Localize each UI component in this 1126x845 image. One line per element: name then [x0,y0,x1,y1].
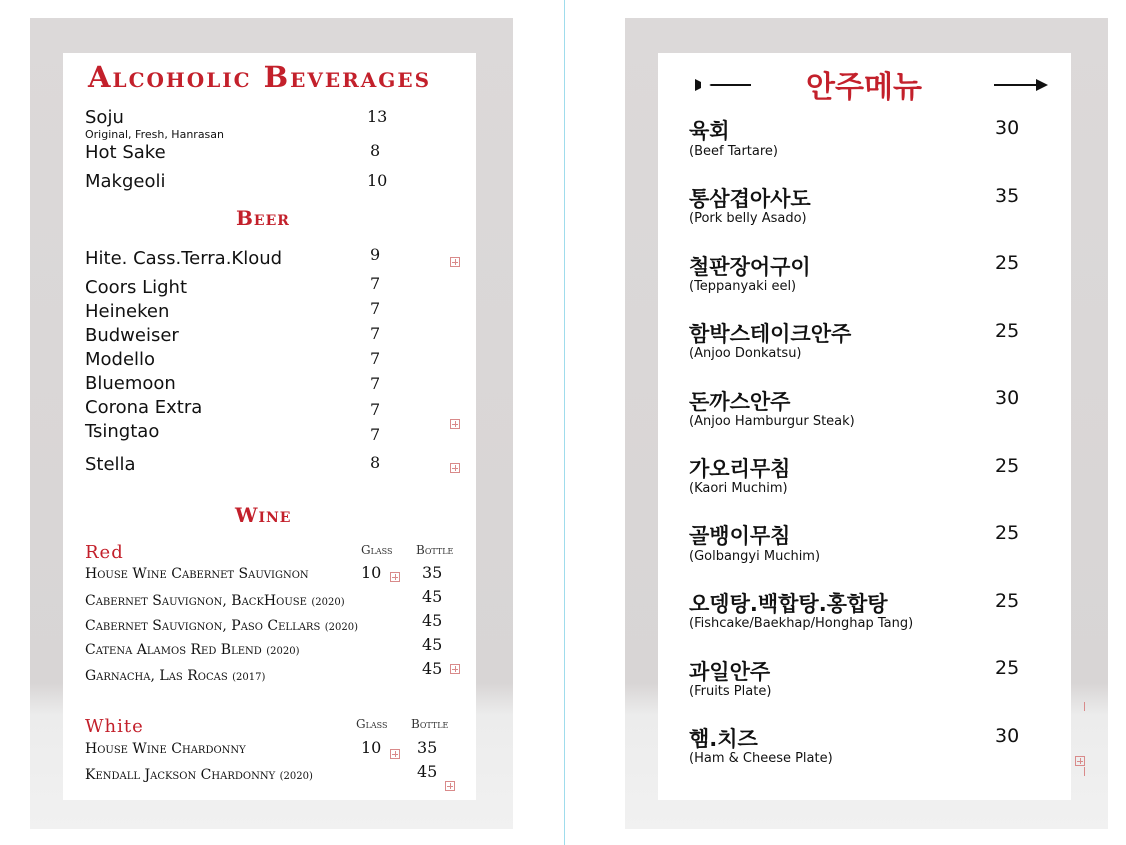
menu-item-english: (Fruits Plate) [689,684,772,699]
wine-bottle-price: 45 [417,762,438,781]
menu-item-english: (Kaori Muchim) [689,481,788,496]
menu-item-english: (Beef Tartare) [689,144,778,159]
anju-menu-card [658,53,1071,800]
wine-item-name: House Wine Cabernet Sauvignon [85,566,309,582]
expand-icon[interactable] [1075,756,1085,766]
beer-item-price: 8 [370,453,381,472]
wine-bottle-price: 45 [422,587,443,606]
beer-item-name: Modello [85,349,156,370]
red-wine-label: Red [85,542,124,563]
beer-item-name: Bluemoon [85,373,176,394]
beer-item-price: 7 [370,299,381,318]
wine-item-name: Catena Alamos Red Blend (2020) [85,642,300,658]
wine-item-name: Kendall Jackson Chardonny (2020) [85,767,313,783]
menu-item-name: 돈까스안주 [689,390,791,414]
makgeoli-name: Makgeoli [85,171,166,192]
menu-item-english: (Anjoo Donkatsu) [689,346,802,361]
wine-heading: Wine [235,503,292,527]
beer-item-name: Budweiser [85,325,179,346]
menu-item-name: 가오리무침 [689,457,791,481]
menu-item-price: 35 [995,185,1020,207]
edge-mark [1084,767,1085,776]
menu-item-price: 25 [995,320,1020,342]
beer-item-name: Hite. Cass.Terra.Kloud [85,248,283,269]
expand-icon[interactable] [450,664,460,674]
wine-bottle-price: 35 [417,738,438,757]
wine-glass-price: 10 [361,563,382,582]
menu-item-price: 30 [995,387,1020,409]
wine-bottle-price: 35 [422,563,443,582]
menu-item-price: 25 [995,522,1020,544]
beer-item-price: 7 [370,274,381,293]
wine-item-name: Cabernet Sauvignon, Paso Cellars (2020) [85,618,359,634]
white-wine-label: White [85,716,144,737]
expand-icon[interactable] [390,572,400,582]
beer-item-name: Corona Extra [85,397,203,418]
expand-icon[interactable] [390,749,400,759]
wine-item-name: Cabernet Sauvignon, BackHouse (2020) [85,593,345,609]
menu-item-name: 함박스테이크안주 [689,322,852,346]
wine-item-name: Garnacha, Las Rocas (2017) [85,668,266,684]
glass-column-header: Glass [361,543,393,557]
beer-heading: Beer [236,206,290,230]
menu-item-english: (Golbangyi Muchim) [689,549,821,564]
beer-item-name: Coors Light [85,277,188,298]
menu-item-name: 오뎅탕.백합탕.홍합탕 [689,592,888,616]
beer-item-price: 7 [370,349,381,368]
menu-item-english: (Pork belly Asado) [689,211,807,226]
beer-item-price: 7 [370,400,381,419]
menu-item-price: 25 [995,590,1020,612]
expand-icon[interactable] [450,419,460,429]
hot-sake-name: Hot Sake [85,142,166,163]
menu-item-price: 25 [995,455,1020,477]
menu-item-name: 철판장어구이 [689,255,811,279]
expand-icon[interactable] [445,781,455,791]
expand-icon[interactable] [450,257,460,267]
menu-item-name: 햄.치즈 [689,727,758,751]
bottle-column-header: Bottle [416,543,454,557]
menu-title: Alcoholic Beverages [88,60,432,94]
wine-bottle-price: 45 [422,635,443,654]
makgeoli-price: 10 [367,171,388,190]
beer-item-name: Stella [85,454,136,475]
beer-item-price: 7 [370,374,381,393]
menu-item-english: (Teppanyaki eel) [689,279,797,294]
menu-item-english: (Ham & Cheese Plate) [689,751,833,766]
menu-item-price: 25 [995,657,1020,679]
wine-bottle-price: 45 [422,659,443,678]
menu-item-english: (Anjoo Hamburgur Steak) [689,414,855,429]
menu-item-name: 골뱅이무침 [689,524,791,548]
wine-item-name: House Wine Chardonny [85,741,246,757]
edge-mark [1084,702,1085,711]
glass-column-header: Glass [356,717,388,731]
menu-item-price: 25 [995,252,1020,274]
beer-item-name: Tsingtao [85,421,160,442]
menu-item-name: 과일안주 [689,660,771,684]
menu-item-name: 육회 [689,119,730,143]
arrow-right-icon [994,77,1050,93]
menu-item-price: 30 [995,117,1020,139]
page-divider [564,0,565,845]
soju-name: Soju [85,107,124,128]
beer-item-price: 9 [370,245,381,264]
beer-item-price: 7 [370,425,381,444]
menu-title: 안주메뉴 [806,70,922,105]
menu-item-english: (Fishcake/Baekhap/Honghap Tang) [689,616,914,631]
wine-bottle-price: 45 [422,611,443,630]
hot-sake-price: 8 [370,141,381,160]
menu-item-price: 30 [995,725,1020,747]
bottle-column-header: Bottle [411,717,449,731]
arrow-left-icon [695,77,751,93]
alcohol-menu-card [63,53,476,800]
wine-glass-price: 10 [361,738,382,757]
soju-price: 13 [367,107,388,126]
beer-item-name: Heineken [85,301,170,322]
soju-note: Original, Fresh, Hanrasan [85,128,224,141]
expand-icon[interactable] [450,463,460,473]
beer-item-price: 7 [370,324,381,343]
menu-item-name: 통삼겹아사도 [689,187,811,211]
